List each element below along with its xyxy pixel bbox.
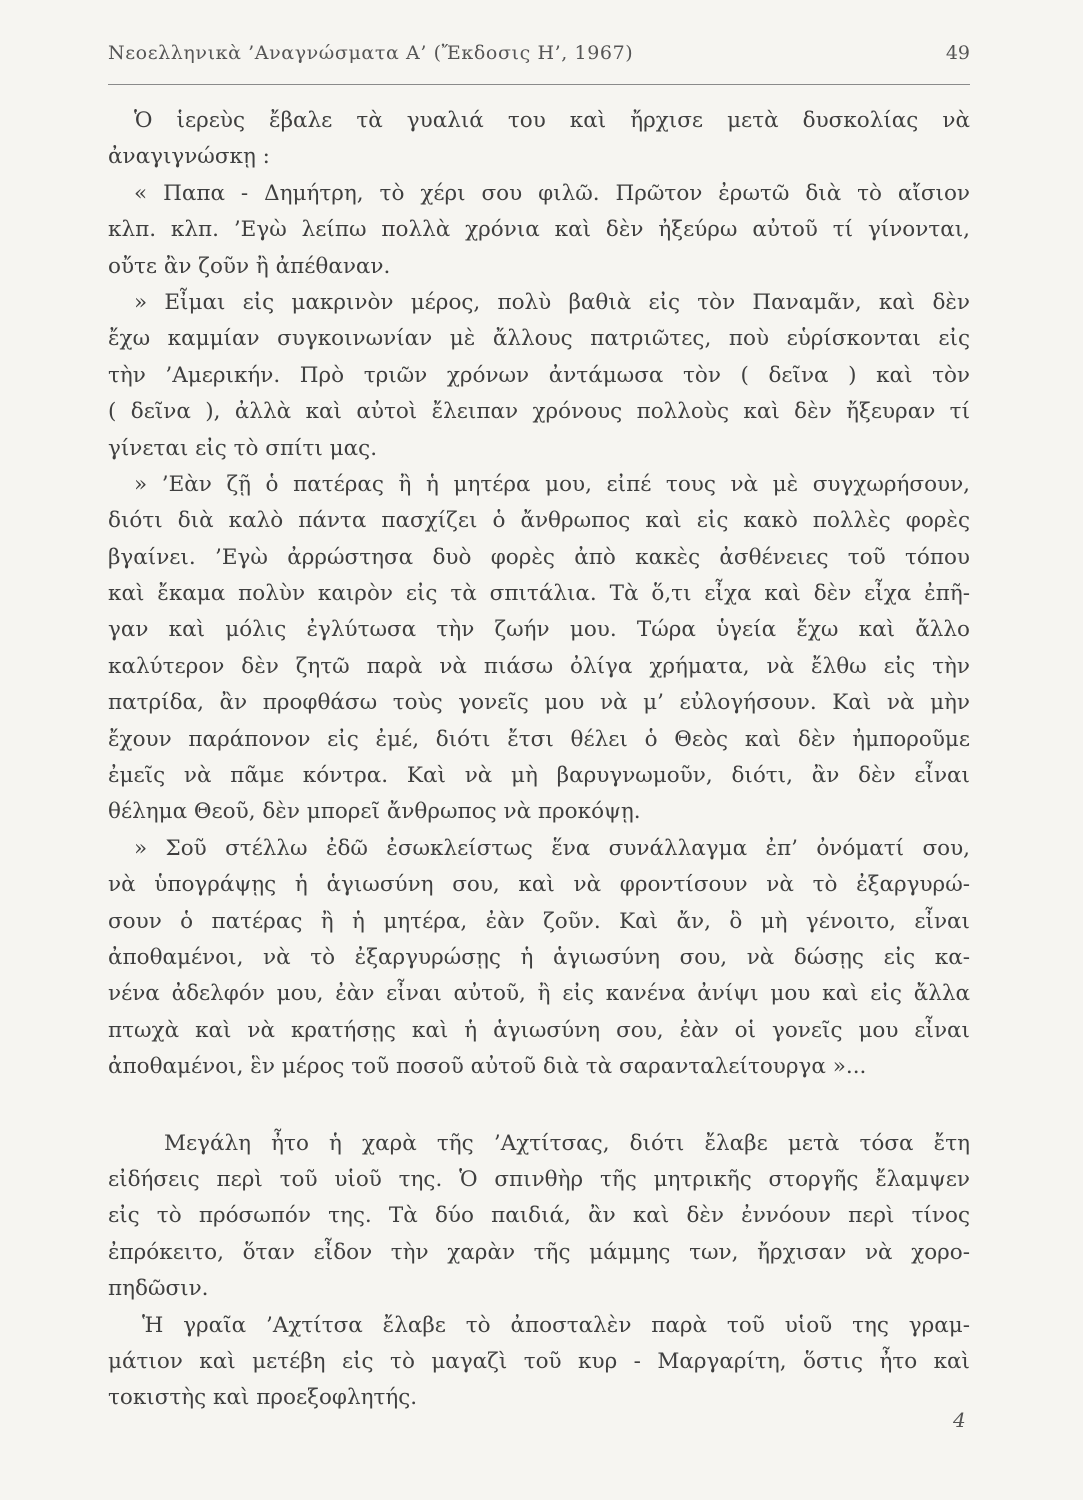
text-line: ἔχω καμμίαν συγκοινωνίαν μὲ ἄλλους πατριῶτες, ποὺ εὑρίσκονται εἰς <box>108 326 970 352</box>
running-header <box>108 42 970 72</box>
text-line: εἰς τὸ πρόσωπόν της. Τὰ δύο παιδιά, ἂν καὶ δὲν ἐννόουν περὶ τίνος <box>108 1203 970 1229</box>
text-line: εἰδήσεις περὶ τοῦ υἱοῦ της. Ὁ σπινθὴρ τῆς μητρικῆς στοργῆς ἔλαμψεν <box>108 1166 970 1192</box>
text-line: τοκιστὴς καὶ προεξοφλητής. <box>108 1385 418 1411</box>
text-line: ἀποθαμένοι, ἓν μέρος τοῦ ποσοῦ αὐτοῦ διὰ τὰ σαρανταλείτουργα »... <box>108 1054 867 1080</box>
text-line: Ἡ γραῖα ’Αχτίτσα ἔλαβε τὸ ἀποσταλὲν παρὰ τοῦ υἱοῦ της γραμ- <box>142 1312 970 1338</box>
signature-mark: 4 <box>953 1408 966 1432</box>
text-line: καὶ ἔκαμα πολὺν καιρὸν εἰς τὰ σπιτάλια. Τὰ ὅ,τι εἶχα καὶ δὲν εἶχα ἐπῆ- <box>108 581 970 607</box>
text-line: πατρίδα, ἂν προφθάσω τοὺς γονεῖς μου νὰ μ’ εὐλογήσουν. Καὶ νὰ μὴν <box>108 690 970 716</box>
text-line: κλπ. κλπ. ’Εγὼ λείπω πολλὰ χρόνια καὶ δὲν ἠξεύρω αὐτοῦ τί γίνονται, <box>108 217 970 243</box>
text-line: νὰ ὑπογράψῃς ἡ ἁγιωσύνη σου, καὶ νὰ φροντίσουν νὰ τὸ ἐξαργυρώ- <box>108 872 970 898</box>
text-line: » Σοῦ στέλλω ἐδῶ ἐσωκλείστως ἕνα συνάλλαγμα ἐπ’ ὀνόματί σου, <box>134 835 970 861</box>
text-line: ἐμεῖς νὰ πᾶμε κόντρα. Καὶ νὰ μὴ βαρυγνωμοῦν, διότι, ἂν δὲν εἶναι <box>108 763 970 789</box>
body-text <box>108 103 970 1417</box>
text-line: » ’Εὰν ζῇ ὁ πατέρας ἢ ἡ μητέρα μου, εἰπέ τους νὰ μὲ συγχωρήσουν, <box>134 471 970 497</box>
text-line: « Παπα - Δημήτρη, τὸ χέρι σου φιλῶ. Πρῶτον ἐρωτῶ διὰ τὸ αἴσιον <box>134 180 970 206</box>
text-line: ἀναγιγνώσκῃ : <box>108 144 270 170</box>
paragraph-gap <box>108 1086 970 1126</box>
text-line: τὴν ’Αμερικήν. Πρὸ τριῶν χρόνων ἀντάμωσα τὸν ( δεῖνα ) καὶ τὸν <box>108 362 970 388</box>
text-line: γίνεται εἰς τὸ σπίτι μας. <box>108 435 378 461</box>
text-line: μάτιον καὶ μετέβη εἰς τὸ μαγαζὶ τοῦ κυρ - Μαργαρίτη, ὅστις ἦτο καὶ <box>108 1348 970 1374</box>
text-line: ἐπρόκειτο, ὅταν εἶδον τὴν χαρὰν τῆς μάμμης των, ἤρχισαν νὰ χορο- <box>108 1239 970 1265</box>
text-line: βγαίνει. ’Εγὼ ἀρρώστησα δυὸ φορὲς ἀπὸ κακὲς ἀσθένειες τοῦ τόπου <box>108 544 970 570</box>
text-line: ἔχουν παράπονον εἰς ἐμέ, διότι ἔτσι θέλει ὁ Θεὸς καὶ δὲν ἠμποροῦμε <box>108 726 970 752</box>
header-title: Νεοελληνικὰ ’Αναγνώσματα Α’ (Ἔκδοσις Η’, 1967) <box>108 42 634 64</box>
header-rule <box>108 84 970 85</box>
page-number: 49 <box>945 42 970 64</box>
text-line: ( δεῖνα ), ἀλλὰ καὶ αὐτοὶ ἔλειπαν χρόνους πολλοὺς καὶ δὲν ἤξευραν τί <box>108 399 970 425</box>
text-line: καλύτερον δὲν ζητῶ παρὰ νὰ πιάσω ὀλίγα χρήματα, νὰ ἔλθω εἰς τὴν <box>108 653 970 679</box>
text-line: » Εἶμαι εἰς μακρινὸν μέρος, πολὺ βαθιὰ εἰς τὸν Παναμᾶν, καὶ δὲν <box>134 289 970 315</box>
text-line: οὔτε ἂν ζοῦν ἢ ἀπέθαναν. <box>108 253 391 279</box>
text-line: πηδῶσιν. <box>108 1276 209 1302</box>
text-line: θέλημα Θεοῦ, δὲν μπορεῖ ἄνθρωπος νὰ προκόψῃ. <box>108 799 641 825</box>
text-line: Ὁ ἱερεὺς ἔβαλε τὰ γυαλιά του καὶ ἤρχισε μετὰ δυσκολίας νὰ <box>134 108 970 133</box>
text-line: ἀποθαμένοι, νὰ τὸ ἐξαργυρώσῃς ἡ ἁγιωσύνη σου, νὰ δώσῃς εἰς κα- <box>108 944 970 970</box>
text-line: γαν καὶ μόλις ἐγλύτωσα τὴν ζωήν μου. Τώρα ὑγεία ἔχω καὶ ἄλλο <box>108 617 970 643</box>
text-line: διότι διὰ καλὸ πάντα πασχίζει ὁ ἄνθρωπος καὶ εἰς κακὸ πολλὲς φορὲς <box>108 508 970 534</box>
text-line: σουν ὁ πατέρας ἢ ἡ μητέρα, ἐὰν ζοῦν. Καὶ ἄν, ὃ μὴ γένοιτο, εἶναι <box>108 908 970 934</box>
text-line: πτωχὰ καὶ νὰ κρατήσῃς καὶ ἡ ἁγιωσύνη σου, ἐὰν οἱ γονεῖς μου εἶναι <box>108 1017 970 1043</box>
text-line: νένα ἀδελφόν μου, ἐὰν εἶναι αὐτοῦ, ἢ εἰς κανένα ἀνίψι μου καὶ εἰς ἄλλα <box>108 981 970 1007</box>
text-line: Μεγάλη ἦτο ἡ χαρὰ τῆς ’Αχτίτσας, διότι ἔλαβε μετὰ τόσα ἔτη <box>164 1130 970 1156</box>
